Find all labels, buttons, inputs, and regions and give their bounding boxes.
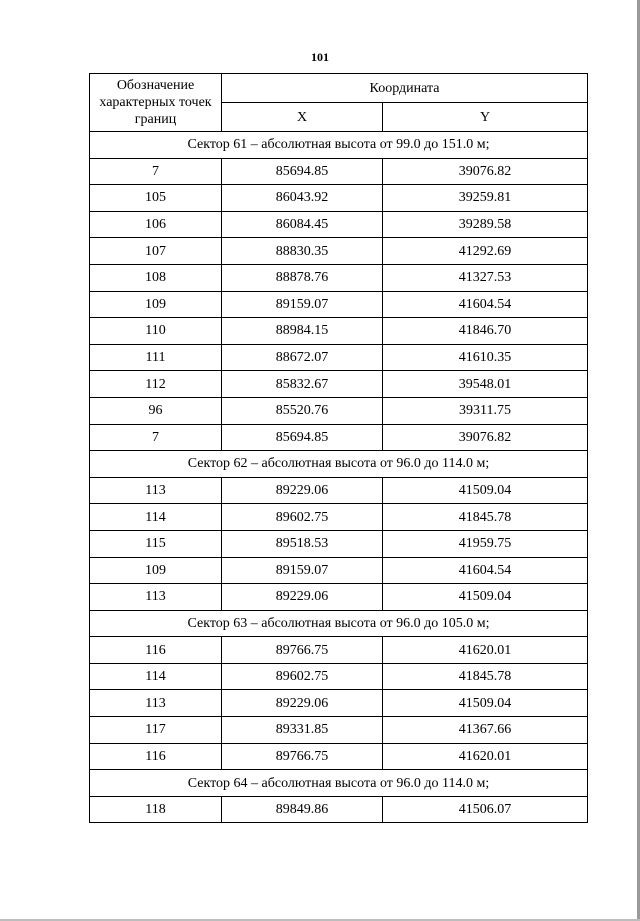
x-cell: 89849.86 bbox=[222, 796, 383, 823]
x-cell: 89602.75 bbox=[222, 663, 383, 690]
table-row bbox=[90, 557, 588, 584]
table-row bbox=[90, 185, 588, 212]
y-cell: 41845.78 bbox=[383, 504, 588, 531]
point-cell: 109 bbox=[90, 557, 222, 584]
x-cell: 85694.85 bbox=[222, 158, 383, 185]
table-row bbox=[90, 371, 588, 398]
sector-row bbox=[90, 132, 588, 159]
y-cell: 41509.04 bbox=[383, 584, 588, 611]
point-cell: 111 bbox=[90, 344, 222, 371]
x-cell: 89602.75 bbox=[222, 504, 383, 531]
table-row bbox=[90, 530, 588, 557]
x-cell: 89518.53 bbox=[222, 530, 383, 557]
table-row bbox=[90, 318, 588, 345]
y-cell: 41959.75 bbox=[383, 530, 588, 557]
y-cell: 41846.70 bbox=[383, 318, 588, 345]
point-cell: 116 bbox=[90, 743, 222, 770]
table-row bbox=[90, 584, 588, 611]
y-cell: 41327.53 bbox=[383, 264, 588, 291]
y-cell: 39548.01 bbox=[383, 371, 588, 398]
y-cell: 41509.04 bbox=[383, 477, 588, 504]
y-cell: 41367.66 bbox=[383, 717, 588, 744]
y-cell: 39311.75 bbox=[383, 397, 588, 424]
x-cell: 89229.06 bbox=[222, 477, 383, 504]
table-body bbox=[90, 132, 588, 823]
x-cell: 85832.67 bbox=[222, 371, 383, 398]
x-cell: 88984.15 bbox=[222, 318, 383, 345]
point-cell: 113 bbox=[90, 690, 222, 717]
y-cell: 41604.54 bbox=[383, 291, 588, 318]
coordinate-header: Координата bbox=[222, 74, 588, 103]
sector-row bbox=[90, 451, 588, 478]
point-cell: 114 bbox=[90, 663, 222, 690]
table-row bbox=[90, 397, 588, 424]
y-cell: 41610.35 bbox=[383, 344, 588, 371]
y-cell: 39076.82 bbox=[383, 158, 588, 185]
x-cell: 85520.76 bbox=[222, 397, 383, 424]
x-cell: 88830.35 bbox=[222, 238, 383, 265]
table-row bbox=[90, 796, 588, 823]
table-row bbox=[90, 690, 588, 717]
x-cell: 89159.07 bbox=[222, 291, 383, 318]
point-cell: 106 bbox=[90, 211, 222, 238]
x-cell: 89766.75 bbox=[222, 637, 383, 664]
sector-title: Сектор 62 – абсолютная высота от 96.0 до 114.0 м; bbox=[90, 451, 588, 478]
table-row bbox=[90, 717, 588, 744]
y-cell: 41620.01 bbox=[383, 637, 588, 664]
x-cell: 89159.07 bbox=[222, 557, 383, 584]
x-cell: 89229.06 bbox=[222, 690, 383, 717]
page-number: 101 bbox=[311, 50, 329, 64]
sector-row bbox=[90, 770, 588, 797]
sector-title: Сектор 64 – абсолютная высота от 96.0 до 114.0 м; bbox=[90, 770, 588, 797]
x-column-header: X bbox=[222, 103, 383, 132]
point-cell: 110 bbox=[90, 318, 222, 345]
table-row bbox=[90, 211, 588, 238]
table-row bbox=[90, 264, 588, 291]
table-row bbox=[90, 663, 588, 690]
coordinates-table bbox=[89, 73, 588, 823]
x-cell: 88672.07 bbox=[222, 344, 383, 371]
point-cell: 113 bbox=[90, 477, 222, 504]
point-cell: 96 bbox=[90, 397, 222, 424]
y-cell: 41509.04 bbox=[383, 690, 588, 717]
table-row bbox=[90, 477, 588, 504]
point-cell: 112 bbox=[90, 371, 222, 398]
table-row bbox=[90, 424, 588, 451]
y-cell: 41845.78 bbox=[383, 663, 588, 690]
sector-title: Сектор 61 – абсолютная высота от 99.0 до 151.0 м; bbox=[90, 132, 588, 159]
sector-row bbox=[90, 610, 588, 637]
y-cell: 41604.54 bbox=[383, 557, 588, 584]
x-cell: 89331.85 bbox=[222, 717, 383, 744]
y-cell: 39259.81 bbox=[383, 185, 588, 212]
y-cell: 39289.58 bbox=[383, 211, 588, 238]
table-row bbox=[90, 743, 588, 770]
point-cell: 105 bbox=[90, 185, 222, 212]
point-cell: 7 bbox=[90, 158, 222, 185]
point-cell: 7 bbox=[90, 424, 222, 451]
table-row bbox=[90, 637, 588, 664]
x-cell: 85694.85 bbox=[222, 424, 383, 451]
point-cell: 107 bbox=[90, 238, 222, 265]
x-cell: 86084.45 bbox=[222, 211, 383, 238]
point-cell: 118 bbox=[90, 796, 222, 823]
x-cell: 89766.75 bbox=[222, 743, 383, 770]
x-cell: 86043.92 bbox=[222, 185, 383, 212]
table-row bbox=[90, 504, 588, 531]
x-cell: 88878.76 bbox=[222, 264, 383, 291]
point-cell: 116 bbox=[90, 637, 222, 664]
y-cell: 41620.01 bbox=[383, 743, 588, 770]
point-cell: 115 bbox=[90, 530, 222, 557]
x-cell: 89229.06 bbox=[222, 584, 383, 611]
table-row bbox=[90, 238, 588, 265]
sector-title: Сектор 63 – абсолютная высота от 96.0 до 105.0 м; bbox=[90, 610, 588, 637]
point-cell: 109 bbox=[90, 291, 222, 318]
table-row bbox=[90, 344, 588, 371]
point-cell: 113 bbox=[90, 584, 222, 611]
designation-header: Обозначение характерных точек границ bbox=[90, 74, 222, 132]
y-cell: 39076.82 bbox=[383, 424, 588, 451]
point-cell: 108 bbox=[90, 264, 222, 291]
table-row bbox=[90, 291, 588, 318]
y-column-header: Y bbox=[383, 103, 588, 132]
point-cell: 117 bbox=[90, 717, 222, 744]
point-cell: 114 bbox=[90, 504, 222, 531]
table-row bbox=[90, 158, 588, 185]
y-cell: 41506.07 bbox=[383, 796, 588, 823]
y-cell: 41292.69 bbox=[383, 238, 588, 265]
